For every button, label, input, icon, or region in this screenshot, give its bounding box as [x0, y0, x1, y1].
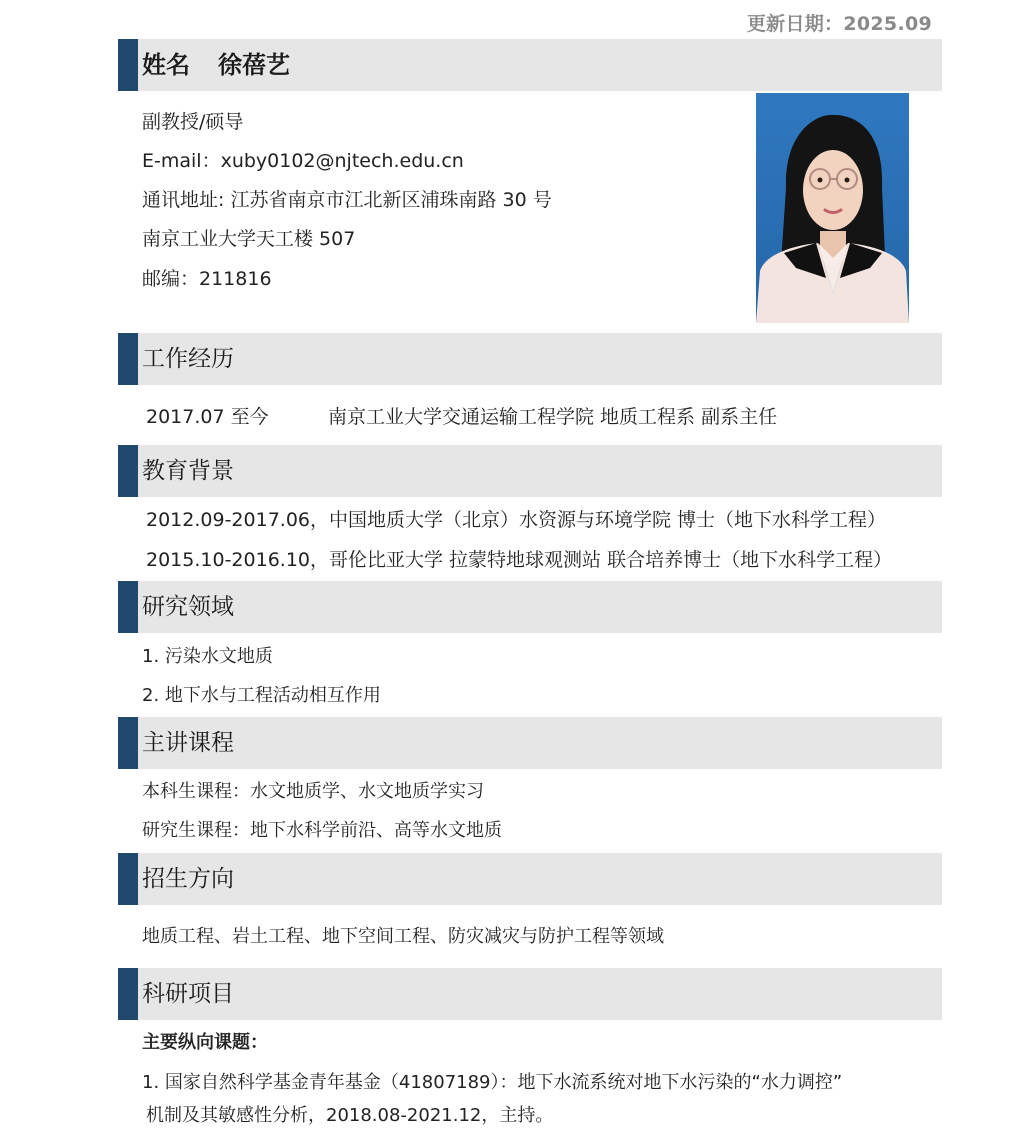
project-item-line1: 1. 国家自然科学基金青年基金（41807189）：地下水流系统对地下水污染的“水力调控” [142, 1072, 843, 1093]
work-date: 2017.07 至今 [146, 406, 269, 428]
section-work-title: 工作经历 [142, 346, 234, 372]
section-courses-band [118, 717, 942, 769]
course-item: 研究生课程：地下水科学前沿、高等水文地质 [142, 820, 502, 841]
section-projects-title: 科研项目 [142, 981, 234, 1007]
section-research-title: 研究领域 [142, 594, 234, 620]
section-stripe [118, 581, 138, 633]
research-item: 1. 污染水文地质 [142, 646, 273, 667]
section-stripe [118, 717, 138, 769]
address-line: 通讯地址: 江苏省南京市江北新区浦珠南路 30 号 [142, 189, 552, 211]
name-header [142, 39, 290, 91]
building-line: 南京工业大学天工楼 507 [142, 228, 356, 250]
section-courses-title: 主讲课程 [142, 730, 234, 756]
section-research-band [118, 581, 942, 633]
project-item-line2: 机制及其敏感性分析，2018.08-2021.12，主持。 [146, 1105, 554, 1126]
admission-text: 地质工程、岩土工程、地下空间工程、防灾减灾与防护工程等领域 [142, 926, 664, 947]
academic-title: 副教授/硕导 [142, 111, 244, 133]
section-stripe [118, 445, 138, 497]
work-description: 南京工业大学交通运输工程学院 地质工程系 副系主任 [328, 406, 778, 428]
projects-subheading: 主要纵向课题： [142, 1032, 268, 1053]
education-item: 2012.09-2017.06，中国地质大学（北京）水资源与环境学院 博士（地下水科学工程） [146, 509, 887, 531]
name-label: 姓名 [142, 51, 190, 79]
section-stripe [118, 853, 138, 905]
section-education-title: 教育背景 [142, 458, 234, 484]
name-header-band [118, 39, 942, 91]
section-admission-title: 招生方向 [142, 866, 234, 892]
course-item: 本科生课程：水文地质学、水文地质学实习 [142, 781, 484, 802]
section-projects-band [118, 968, 942, 1020]
section-work-band [118, 333, 942, 385]
portrait-photo [756, 93, 909, 323]
section-stripe [118, 333, 138, 385]
education-item: 2015.10-2016.10，哥伦比亚大学 拉蒙特地球观测站 联合培养博士（地下水科学工程） [146, 549, 893, 571]
person-name: 徐蓓艺 [218, 51, 290, 79]
update-date: 更新日期：2025.09 [746, 13, 932, 35]
postcode-line: 邮编：211816 [142, 268, 272, 290]
section-admission-band [118, 853, 942, 905]
research-item: 2. 地下水与工程活动相互作用 [142, 685, 381, 706]
email-line: E-mail：xuby0102@njtech.edu.cn [142, 150, 464, 172]
section-stripe [118, 968, 138, 1020]
section-stripe [118, 39, 138, 91]
section-education-band [118, 445, 942, 497]
